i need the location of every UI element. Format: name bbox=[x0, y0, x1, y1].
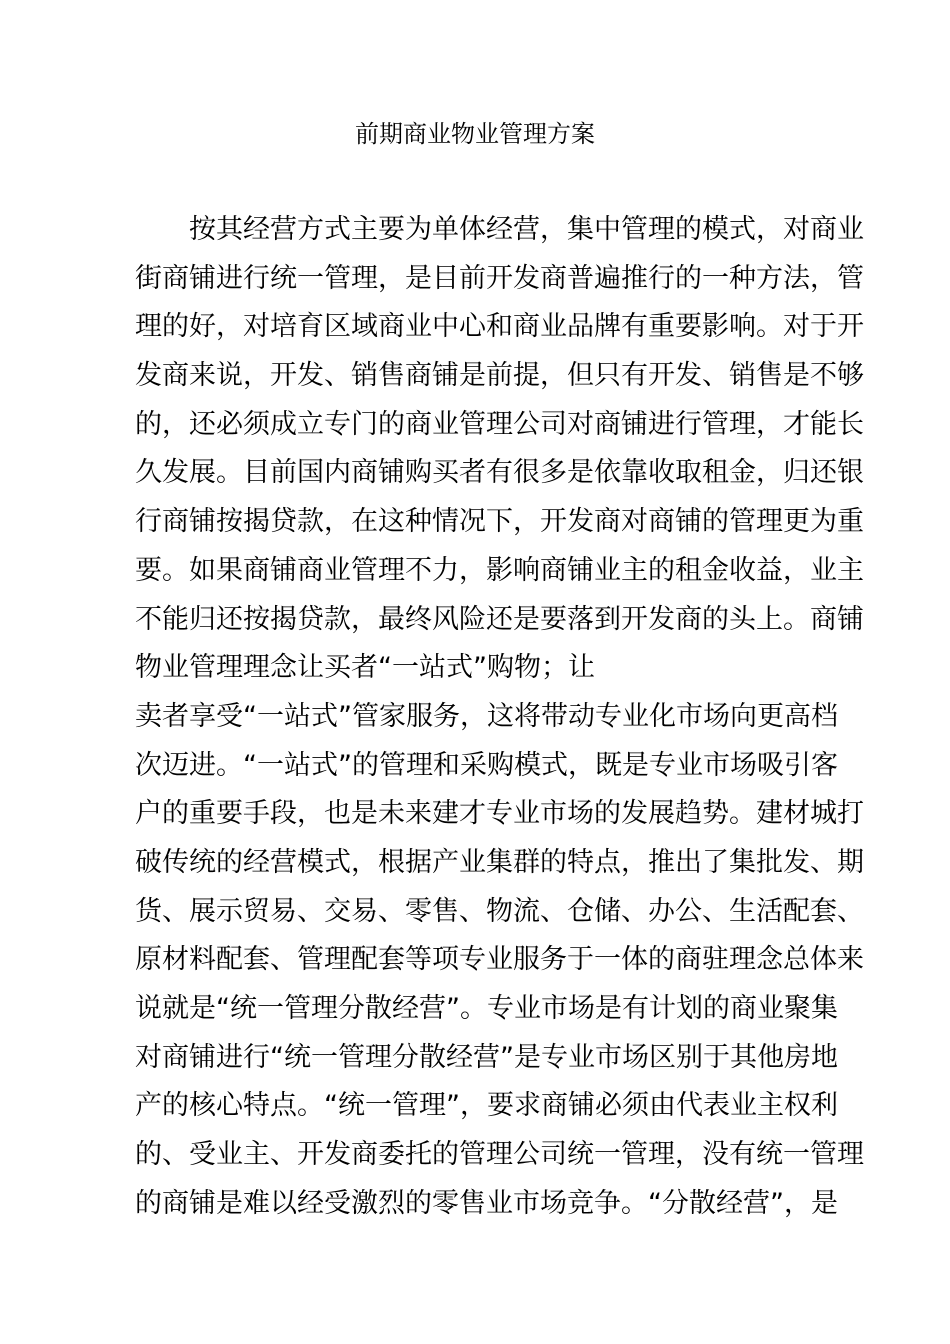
paragraph-line: 户的重要手段，也是未来建才专业市场的发展趋势。建材城打 bbox=[135, 798, 864, 830]
paragraph-line: 按其经营方式主要为单体经营，集中管理的模式，对商业 bbox=[189, 214, 864, 245]
paragraph-line: 产的核心特点。“统一管理”，要求商铺必须由代表业主权利 bbox=[135, 1090, 838, 1122]
paragraph-line: 理的好，对培育区域商业中心和商业品牌有重要影响。对于开 bbox=[135, 311, 864, 343]
paragraph-line: 的商铺是难以经受激烈的零售业市场竞争。“分散经营”，是 bbox=[135, 1187, 838, 1219]
paragraph-line: 说就是“统一管理分散经营”。专业市场是有计划的商业聚集 bbox=[135, 993, 838, 1024]
paragraph-line: 原材料配套、管理配套等项专业服务于一体的商驻理念总体来 bbox=[135, 944, 864, 976]
paragraph-line: 货、展示贸易、交易、零售、物流、仓储、办公、生活配套、 bbox=[135, 895, 864, 927]
paragraph-line: 卖者享受“一站式”管家服务，这将带动专业化市场向更高档 bbox=[135, 700, 838, 732]
paragraph-line: 行商铺按揭贷款，在这种情况下，开发商对商铺的管理更为重 bbox=[135, 506, 864, 538]
paragraph-line: 街商铺进行统一管理，是目前开发商普遍推行的一种方法，管 bbox=[135, 262, 864, 294]
paragraph-line: 不能归还按揭贷款，最终风险还是要落到开发商的头上。商铺 bbox=[135, 603, 864, 635]
paragraph-line: 的、受业主、开发商委托的管理公司统一管理，没有统一管理 bbox=[135, 1139, 864, 1171]
paragraph-line: 对商铺进行“统一管理分散经营”是专业市场区别于其他房地 bbox=[135, 1041, 838, 1073]
document-title: 前期商业物业管理方案 bbox=[355, 120, 595, 148]
paragraph-line: 久发展。目前国内商铺购买者有很多是依靠收取租金，归还银 bbox=[135, 457, 864, 489]
paragraph-line: 破传统的经营模式，根据产业集群的特点，推出了集批发、期 bbox=[135, 846, 864, 878]
document-body bbox=[135, 206, 864, 1228]
paragraph-line: 的，还必须成立专门的商业管理公司对商铺进行管理，才能长 bbox=[135, 408, 864, 440]
paragraph-line: 物业管理理念让买者“一站式”购物；让 bbox=[135, 652, 595, 684]
paragraph-line: 发商来说，开发、销售商铺是前提，但只有开发、销售是不够 bbox=[135, 360, 864, 392]
paragraph-line: 次迈进。“一站式”的管理和采购模式，既是专业市场吸引客 bbox=[135, 749, 838, 781]
paragraph-line: 要。如果商铺商业管理不力，影响商铺业主的租金收益，业主 bbox=[135, 554, 864, 586]
